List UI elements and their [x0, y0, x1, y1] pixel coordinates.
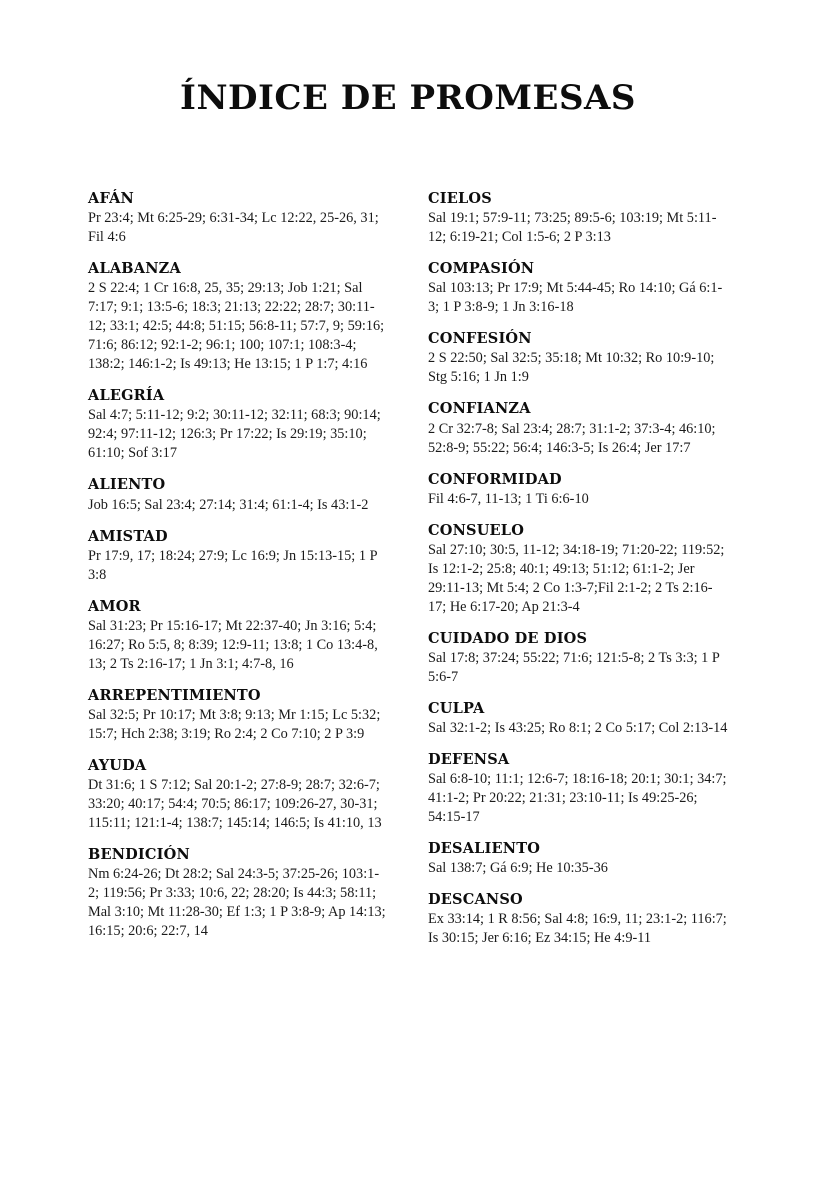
index-entry: [88, 260, 388, 374]
index-entry: [88, 387, 388, 463]
index-entry: [428, 700, 728, 738]
entry-references: Nm 6:24-26; Dt 28:2; Sal 24:3-5; 37:25-26; 103:1-2; 119:56; Pr 3:33; 10:6, 22; 28:20; Is 44:3; 58:11; Mal 3:10; Mt 11:28-30; Ef 1:3; 1 P 3:8-9; Ap 14:13; 16:15; 20:6; 22:7, 14: [88, 866, 386, 940]
index-entry: [428, 260, 728, 317]
index-entry: [428, 840, 728, 878]
index-entry: [88, 846, 388, 941]
entry-term: AMISTAD: [88, 527, 168, 545]
entry-term: ALEGRÍA: [88, 387, 165, 405]
index-entry: [428, 630, 728, 687]
entry-term: CULPA: [428, 699, 485, 717]
entry-references: 2 S 22:4; 1 Cr 16:8, 25, 35; 29:13; Job 1:21; Sal 7:17; 9:1; 13:5-6; 18:3; 21:13; 22:22; 28:7; 30:11-12; 33:1; 42:5; 44:8; 51:15; 56:8-11; 57:7, 9; 59:16; 71:6; 86:12; 92:1-2; 96:1; 100; 107:1; 108:3-4; 138:2; 146:1-2; Is 49:13; He 13:15; 1 P 1:7; 4:16: [88, 280, 385, 373]
entry-references: 2 Cr 32:7-8; Sal 23:4; 28:7; 31:1-2; 37:3-4; 46:10; 52:8-9; 55:22; 56:4; 146:3-5; Is 26:4; Jer 17:7: [428, 420, 716, 456]
index-entry: [428, 330, 728, 387]
index-entry: [428, 190, 728, 247]
index-column-left: [88, 190, 388, 961]
entry-references: Sal 27:10; 30:5, 11-12; 34:18-19; 71:20-22; 119:52; Is 12:1-2; 25:8; 40:1; 49:13; 51:12; 61:1-2; Jer 29:11-13; Mt 5:4; 2 Co 1:3-7;Fil 2:1-2; 2 Ts 2:16-17; He 6:17-20; Ap 21:3-4: [428, 541, 725, 615]
entry-references: Sal 19:1; 57:9-11; 73:25; 89:5-6; 103:19; Mt 5:11-12; 6:19-21; Col 1:5-6; 2 P 3:13: [428, 210, 717, 246]
entry-term: COMPASIÓN: [428, 260, 535, 278]
entry-term: CONFIANZA: [428, 400, 531, 418]
index-entry: [88, 687, 388, 744]
entry-references: Job 16:5; Sal 23:4; 27:14; 31:4; 61:1-4; Is 43:1-2: [88, 496, 369, 513]
entry-term: CONFESIÓN: [428, 330, 532, 348]
entry-references: 2 S 22:50; Sal 32:5; 35:18; Mt 10:32; Ro 10:9-10; Stg 5:16; 1 Jn 1:9: [428, 350, 715, 386]
entry-term: AYUDA: [88, 756, 147, 774]
entry-references: Sal 6:8-10; 11:1; 12:6-7; 18:16-18; 20:1; 30:1; 34:7; 41:1-2; Pr 20:22; 21:31; 23:10-11; Is 49:25-26; 54:15-17: [428, 771, 727, 826]
index-column-right: [428, 190, 728, 961]
entry-term: DESALIENTO: [428, 840, 541, 858]
entry-term: CIELOS: [428, 190, 492, 207]
entry-term: AFÁN: [88, 190, 134, 207]
entry-term: CUIDADO DE DIOS: [428, 629, 588, 647]
entry-term: ARREPENTIMIENTO: [88, 686, 261, 704]
entry-references: Pr 17:9, 17; 18:24; 27:9; Lc 16:9; Jn 15:13-15; 1 P 3:8: [88, 547, 377, 583]
entry-term: BENDICIÓN: [88, 846, 190, 863]
page-title: ÍNDICE DE PROMESAS: [180, 78, 636, 118]
entry-term: DESCANSO: [428, 891, 523, 909]
index-entry: [88, 528, 388, 585]
index-entry: [428, 471, 728, 509]
index-entry: [428, 891, 728, 948]
index-columns: [0, 118, 816, 961]
entry-term: AMOR: [88, 597, 141, 615]
entry-references: Sal 31:23; Pr 15:16-17; Mt 22:37-40; Jn 3:16; 5:4; 16:27; Ro 5:5, 8; 8:39; 12:9-11; 13:8; 1 Co 13:4-8, 13; 2 Ts 2:16-17; 1 Jn 3:1; 4:7-8, 16: [88, 617, 378, 672]
index-entry: [88, 598, 388, 674]
entry-references: Fil 4:6-7, 11-13; 1 Ti 6:6-10: [428, 490, 589, 507]
entry-term: ALIENTO: [88, 476, 166, 494]
entry-references: Pr 23:4; Mt 6:25-29; 6:31-34; Lc 12:22, 25-26, 31; Fil 4:6: [88, 210, 379, 246]
entry-references: Ex 33:14; 1 R 8:56; Sal 4:8; 16:9, 11; 23:1-2; 116:7; Is 30:15; Jer 6:16; Ez 34:15; He 4:9-11: [428, 911, 727, 947]
index-entry: [428, 751, 728, 827]
entry-references: Sal 17:8; 37:24; 55:22; 71:6; 121:5-8; 2 Ts 3:3; 1 P 5:6-7: [428, 649, 720, 685]
entry-references: Sal 32:5; Pr 10:17; Mt 3:8; 9:13; Mr 1:15; Lc 5:32; 15:7; Hch 2:38; 3:19; Ro 2:4; 2 Co 7:10; 2 P 3:9: [88, 706, 381, 742]
index-entry: [428, 522, 728, 617]
entry-references: Sal 4:7; 5:11-12; 9:2; 30:11-12; 32:11; 68:3; 90:14; 92:4; 97:11-12; 126:3; Pr 17:22; Is 29:19; 35:10; 61:10; Sof 3:17: [88, 407, 381, 462]
index-entry: [88, 476, 388, 514]
entry-references: Sal 103:13; Pr 17:9; Mt 5:44-45; Ro 14:10; Gá 6:1-3; 1 P 3:8-9; 1 Jn 3:16-18: [428, 280, 723, 316]
entry-references: Sal 32:1-2; Is 43:25; Ro 8:1; 2 Co 5:17; Col 2:13-14: [428, 720, 728, 736]
index-entry: [88, 190, 388, 247]
index-entry: [88, 757, 388, 833]
entry-term: CONFORMIDAD: [428, 470, 562, 488]
entry-references: Sal 138:7; Gá 6:9; He 10:35-36: [428, 860, 608, 877]
entry-term: CONSUELO: [428, 521, 525, 539]
entry-term: DEFENSA: [428, 751, 510, 768]
entry-term: ALABANZA: [88, 260, 181, 278]
entry-references: Dt 31:6; 1 S 7:12; Sal 20:1-2; 27:8-9; 28:7; 32:6-7; 33:20; 40:17; 54:4; 70:5; 86:17; 109:26-27, 30-31; 115:11; 121:1-4; 138:7; 145:14; 146:5; Is 41:10, 13: [88, 777, 382, 831]
index-entry: [428, 400, 728, 457]
